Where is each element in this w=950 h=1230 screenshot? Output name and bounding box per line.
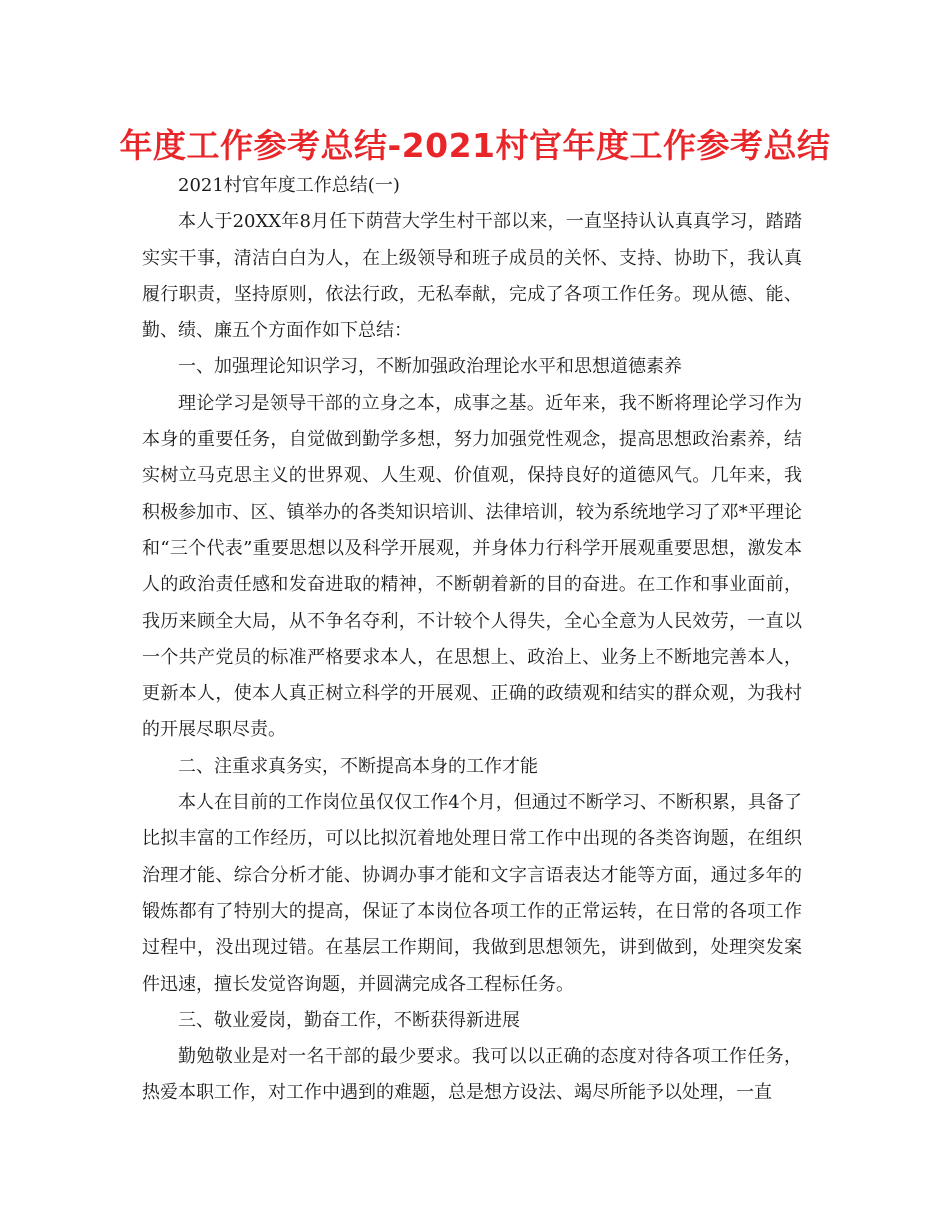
section-heading-2: 二、注重求真务实，不断提高本身的工作才能 [178,755,538,777]
section-heading-3: 三、敬业爱岗，勤奋工作，不断获得新进展 [178,1009,520,1031]
document-body [142,168,802,1112]
paragraph-intro: 本人于20XX年8月任下荫营大学生村干部以来，一直坚持认认真真学习，踏踏实实干事，清洁白白为人，在上级领导和班子成员的关怀、支持、协助下，我认真履行职责，坚持原则，依法行政，无私奉献，完成了各项工作任务。现从德、能、勤、绩、廉五个方面作如下总结： [142,211,802,342]
section-heading-1: 一、加强理论知识学习，不断加强政治理论水平和思想道德素养 [178,356,682,378]
document-subtitle: 2021村官年度工作总结(一) [178,175,400,196]
paragraph-section-2: 本人在目前的工作岗位虽仅仅工作4个月，但通过不断学习、不断积累，具备了比拟丰富的工作经历，可以比拟沉着地处理日常工作中出现的各类咨询题，在组织治理才能、综合分析才能、协调办事才能和文字言语表达才能等方面，通过多年的锻炼都有了特别大的提高，保证了本岗位各项工作的正常运转，在日常的各项工作过程中，没出现过错。在基层工作期间，我做到思想领先，讲到做到，处理突发案件迅速，擅长发觉咨询题，并圆满完成各工程标任务。 [142,792,802,995]
document-title: 年度工作参考总结-2021村官年度工作参考总结 [119,126,831,165]
paragraph-section-3: 勤勉敬业是对一名干部的最少要求。我可以以正确的态度对待各项工作任务，热爱本职工作，对工作中遇到的难题，总是想方设法、竭尽所能予以处理，一直 [142,1046,802,1104]
paragraph-section-1: 理论学习是领导干部的立身之本，成事之基。近年来，我不断将理论学习作为本身的重要任务，自觉做到勤学多想，努力加强党性观念，提高思想政治素养，结实树立马克思主义的世界观、人生观、价值观，保持良好的道德风气。几年来，我积极参加市、区、镇举办的各类知识培训、法律培训，较为系统地学习了邓*平理论和“三个代表”重要思想以及科学开展观，并身体力行科学开展观重要思想，激发本人的政治责任感和发奋进取的精神，不断朝着新的目的奋进。在工作和事业面前，我历来顾全大局，从不争名夺利，不计较个人得失，全心全意为人民效劳，一直以一个共产党员的标准严格要求本人，在思想上、政治上、业务上不断地完善本人，更新本人，使本人真正树立科学的开展观、正确的政绩观和结实的群众观，为我村的开展尽职尽责。 [142,392,802,741]
